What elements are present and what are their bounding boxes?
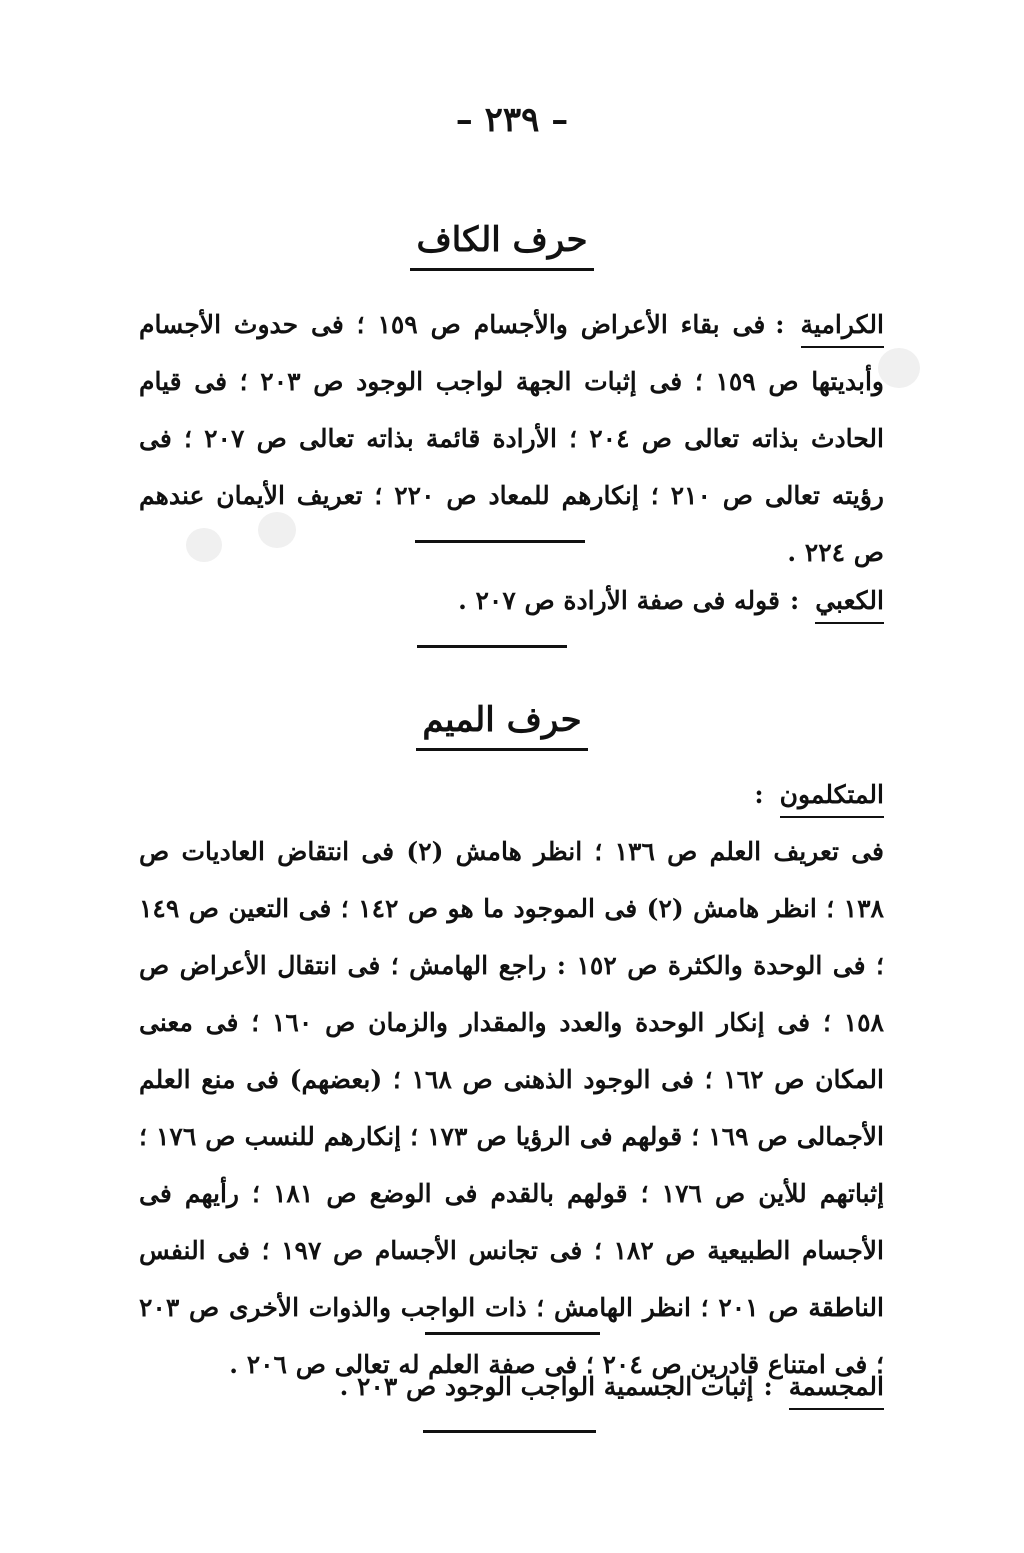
section-heading-mim: [402, 700, 602, 751]
section-divider: [425, 1332, 600, 1335]
entry-term: المتكلمون: [780, 779, 884, 818]
entry-text: فى تعريف العلم ص ١٣٦ ؛ انظر هامش (٢) فى انتقاض العاديات ص ١٣٨ ؛ انظر هامش (٢) فى الموجود ما هو ص ١٤٢ ؛ فى التعين ص ١٤٩ ؛ فى الوحدة والكثرة ص ١٥٢ : راجع الهامش ؛ فى انتقال الأعراض ص ١٥٨ ؛ فى إنكار الوحدة والعدد والمقدار والزمان ص ١٦٠ ؛ فى معنى المكان ص ١٦٢ ؛ فى الوجود الذهنى ص ١٦٨ ؛ (بعضهم) فى منع العلم الأجمالى ص ١٦٩ ؛ قولهم فى الرؤيا ص ١٧٣ ؛ إنكارهم للنسب ص ١٧٦ ؛ إثباتهم للأين ص ١٧٦ ؛ قولهم بالقدم فى الوضع ص ١٨١ ؛ رأيهم فى الأجسام الطبيعية ص ١٨٢ ؛ فى تجانس الأجسام ص ١٩٧ ؛ فى النفس الناطقة ص ٢٠١ ؛ انظر الهامش ؛ ذات الواجب والذوات الأخرى ص ٢٠٣ ؛ فى امتناع قادرين ص ٢٠٤ ؛ فى صفة العلم له تعالى ص ٢٠٦ .: [139, 837, 885, 1379]
index-entry-mutakallimun: [139, 766, 884, 1393]
section-heading-text: حرف الكاف: [410, 220, 593, 271]
entry-separator: :: [763, 1372, 773, 1401]
entry-text: قوله فى صفة الأرادة ص ٢٠٧ .: [458, 586, 780, 615]
section-divider: [415, 540, 585, 543]
entry-text: إثبات الجسمية الواجب الوجود ص ٢٠٣ .: [339, 1372, 754, 1401]
page-number: – ٢٣٩ –: [455, 100, 569, 140]
entry-term: المجسمة: [789, 1371, 884, 1410]
scan-smudge: [878, 348, 920, 388]
entry-term: الكرامية: [801, 309, 884, 348]
section-divider: [423, 1430, 596, 1433]
entry-term: الكعبي: [815, 585, 884, 624]
section-heading-text: حرف الميم: [416, 700, 587, 751]
index-entry-mujassima: [139, 1358, 884, 1415]
section-divider: [417, 645, 567, 648]
entry-separator: :: [789, 586, 800, 615]
index-entry-kabi: [139, 572, 884, 629]
section-heading-kaf: [402, 220, 602, 271]
entry-separator: :: [775, 310, 785, 339]
index-entry-karramiya: [139, 296, 884, 581]
entry-separator: :: [754, 780, 764, 809]
entry-text: فى بقاء الأعراض والأجسام ص ١٥٩ ؛ فى حدوث الأجسام وأبديتها ص ١٥٩ ؛ فى إثبات الجهة لواجب الوجود ص ٢٠٣ ؛ فى قيام الحادث بذاته تعالى ص ٢٠٤ ؛ الأرادة قائمة بذاته تعالى ص ٢٠٧ ؛ فى رؤيته تعالى ص ٢١٠ ؛ إنكارهم للمعاد ص ٢٢٠ ؛ تعريف الأيمان عندهم ص ٢٢٤ .: [139, 310, 885, 567]
